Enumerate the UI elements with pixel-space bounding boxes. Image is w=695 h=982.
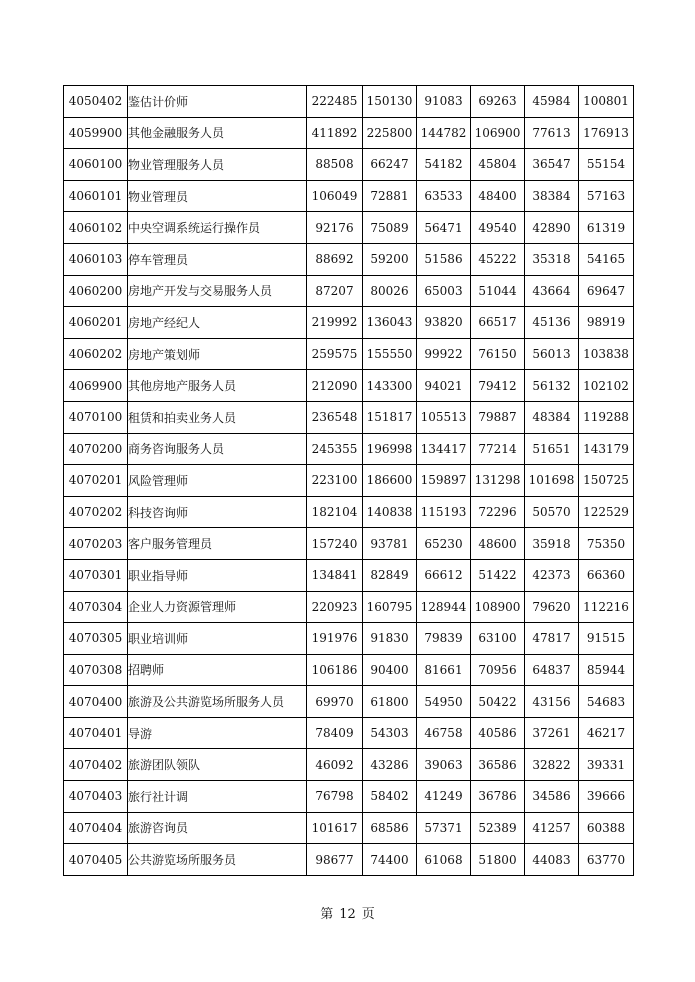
- wage-value-cell: 92176: [307, 212, 363, 244]
- wage-value-cell: 225800: [363, 117, 417, 149]
- wage-value-cell: 212090: [307, 370, 363, 402]
- occupation-name-cell: 商务咨询服务人员: [128, 433, 307, 465]
- occupation-name-cell: 物业管理服务人员: [128, 149, 307, 181]
- table-row: [64, 307, 634, 339]
- table-row: [64, 117, 634, 149]
- wage-value-cell: 65003: [417, 275, 471, 307]
- occupation-code-cell: 4070203: [64, 528, 128, 560]
- wage-value-cell: 32822: [525, 749, 579, 781]
- occupation-name-cell: 中央空调系统运行操作员: [128, 212, 307, 244]
- table-row: [64, 559, 634, 591]
- occupation-code-cell: 4070305: [64, 623, 128, 655]
- table-row: [64, 717, 634, 749]
- wage-value-cell: 79412: [471, 370, 525, 402]
- wage-value-cell: 75350: [579, 528, 634, 560]
- table-row: [64, 465, 634, 497]
- wage-value-cell: 46758: [417, 717, 471, 749]
- occupation-code-cell: 4070308: [64, 654, 128, 686]
- wage-value-cell: 48600: [471, 528, 525, 560]
- wage-value-cell: 55154: [579, 149, 634, 181]
- occupation-code-cell: 4070201: [64, 465, 128, 497]
- occupation-code-cell: 4050402: [64, 86, 128, 118]
- wage-value-cell: 259575: [307, 338, 363, 370]
- wage-value-cell: 49540: [471, 212, 525, 244]
- wage-value-cell: 87207: [307, 275, 363, 307]
- page-number: 12: [339, 907, 356, 922]
- wage-value-cell: 245355: [307, 433, 363, 465]
- table-row: [64, 781, 634, 813]
- wage-value-cell: 45136: [525, 307, 579, 339]
- wage-value-cell: 90400: [363, 654, 417, 686]
- wage-value-cell: 63533: [417, 180, 471, 212]
- occupation-code-cell: 4060101: [64, 180, 128, 212]
- wage-value-cell: 43286: [363, 749, 417, 781]
- wage-value-cell: 66247: [363, 149, 417, 181]
- occupation-code-cell: 4070405: [64, 844, 128, 876]
- wage-value-cell: 61068: [417, 844, 471, 876]
- wage-value-cell: 44083: [525, 844, 579, 876]
- occupation-code-cell: 4060201: [64, 307, 128, 339]
- wage-table: [63, 85, 634, 876]
- wage-value-cell: 48400: [471, 180, 525, 212]
- table-row: [64, 149, 634, 181]
- occupation-code-cell: 4060202: [64, 338, 128, 370]
- wage-value-cell: 186600: [363, 465, 417, 497]
- wage-value-cell: 51800: [471, 844, 525, 876]
- occupation-name-cell: 停车管理员: [128, 243, 307, 275]
- wage-value-cell: 48384: [525, 401, 579, 433]
- wage-value-cell: 69970: [307, 686, 363, 718]
- wage-value-cell: 50422: [471, 686, 525, 718]
- wage-value-cell: 102102: [579, 370, 634, 402]
- occupation-name-cell: 职业培训师: [128, 623, 307, 655]
- wage-value-cell: 59200: [363, 243, 417, 275]
- wage-value-cell: 91830: [363, 623, 417, 655]
- occupation-name-cell: 旅行社计调: [128, 781, 307, 813]
- occupation-name-cell: 招聘师: [128, 654, 307, 686]
- wage-value-cell: 69263: [471, 86, 525, 118]
- wage-table-body: [64, 86, 634, 876]
- wage-value-cell: 56013: [525, 338, 579, 370]
- wage-value-cell: 58402: [363, 781, 417, 813]
- occupation-code-cell: 4070304: [64, 591, 128, 623]
- wage-value-cell: 151817: [363, 401, 417, 433]
- occupation-code-cell: 4070200: [64, 433, 128, 465]
- wage-value-cell: 36586: [471, 749, 525, 781]
- occupation-code-cell: 4070301: [64, 559, 128, 591]
- occupation-code-cell: 4070402: [64, 749, 128, 781]
- wage-value-cell: 69647: [579, 275, 634, 307]
- wage-value-cell: 144782: [417, 117, 471, 149]
- wage-value-cell: 106900: [471, 117, 525, 149]
- wage-value-cell: 54683: [579, 686, 634, 718]
- occupation-code-cell: 4060103: [64, 243, 128, 275]
- table-row: [64, 844, 634, 876]
- wage-value-cell: 88692: [307, 243, 363, 275]
- wage-value-cell: 66612: [417, 559, 471, 591]
- wage-value-cell: 140838: [363, 496, 417, 528]
- wage-value-cell: 57163: [579, 180, 634, 212]
- wage-value-cell: 80026: [363, 275, 417, 307]
- wage-value-cell: 61800: [363, 686, 417, 718]
- wage-value-cell: 35918: [525, 528, 579, 560]
- wage-value-cell: 42890: [525, 212, 579, 244]
- wage-value-cell: 72296: [471, 496, 525, 528]
- wage-value-cell: 54303: [363, 717, 417, 749]
- table-row: [64, 212, 634, 244]
- table-row: [64, 623, 634, 655]
- wage-value-cell: 101698: [525, 465, 579, 497]
- occupation-name-cell: 客户服务管理员: [128, 528, 307, 560]
- wage-value-cell: 43156: [525, 686, 579, 718]
- table-row: [64, 86, 634, 118]
- wage-value-cell: 128944: [417, 591, 471, 623]
- wage-value-cell: 159897: [417, 465, 471, 497]
- wage-value-cell: 176913: [579, 117, 634, 149]
- occupation-name-cell: 其他房地产服务人员: [128, 370, 307, 402]
- wage-value-cell: 38384: [525, 180, 579, 212]
- wage-value-cell: 155550: [363, 338, 417, 370]
- occupation-name-cell: 旅游咨询员: [128, 812, 307, 844]
- occupation-name-cell: 房地产策划师: [128, 338, 307, 370]
- wage-value-cell: 39666: [579, 781, 634, 813]
- occupation-code-cell: 4060200: [64, 275, 128, 307]
- wage-value-cell: 160795: [363, 591, 417, 623]
- table-row: [64, 749, 634, 781]
- wage-value-cell: 61319: [579, 212, 634, 244]
- occupation-code-cell: 4060100: [64, 149, 128, 181]
- wage-value-cell: 51422: [471, 559, 525, 591]
- table-row: [64, 591, 634, 623]
- wage-value-cell: 51651: [525, 433, 579, 465]
- wage-value-cell: 41249: [417, 781, 471, 813]
- wage-value-cell: 64837: [525, 654, 579, 686]
- occupation-name-cell: 其他金融服务人员: [128, 117, 307, 149]
- wage-value-cell: 39331: [579, 749, 634, 781]
- occupation-name-cell: 物业管理员: [128, 180, 307, 212]
- wage-value-cell: 70956: [471, 654, 525, 686]
- wage-value-cell: 56132: [525, 370, 579, 402]
- wage-value-cell: 85944: [579, 654, 634, 686]
- occupation-code-cell: 4070400: [64, 686, 128, 718]
- table-row: [64, 180, 634, 212]
- wage-value-cell: 122529: [579, 496, 634, 528]
- wage-value-cell: 93820: [417, 307, 471, 339]
- wage-value-cell: 196998: [363, 433, 417, 465]
- wage-value-cell: 191976: [307, 623, 363, 655]
- wage-value-cell: 43664: [525, 275, 579, 307]
- occupation-code-cell: 4070403: [64, 781, 128, 813]
- wage-value-cell: 77214: [471, 433, 525, 465]
- wage-value-cell: 76150: [471, 338, 525, 370]
- wage-value-cell: 45222: [471, 243, 525, 275]
- wage-value-cell: 101617: [307, 812, 363, 844]
- wage-value-cell: 98677: [307, 844, 363, 876]
- wage-value-cell: 77613: [525, 117, 579, 149]
- wage-value-cell: 34586: [525, 781, 579, 813]
- wage-value-cell: 99922: [417, 338, 471, 370]
- table-row: [64, 528, 634, 560]
- wage-value-cell: 81661: [417, 654, 471, 686]
- wage-value-cell: 51586: [417, 243, 471, 275]
- wage-value-cell: 157240: [307, 528, 363, 560]
- occupation-name-cell: 房地产经纪人: [128, 307, 307, 339]
- wage-value-cell: 94021: [417, 370, 471, 402]
- wage-value-cell: 54182: [417, 149, 471, 181]
- occupation-code-cell: 4060102: [64, 212, 128, 244]
- page-label-prefix: 第: [320, 907, 334, 922]
- wage-value-cell: 115193: [417, 496, 471, 528]
- occupation-code-cell: 4059900: [64, 117, 128, 149]
- table-row: [64, 433, 634, 465]
- wage-value-cell: 79887: [471, 401, 525, 433]
- wage-value-cell: 143179: [579, 433, 634, 465]
- wage-value-cell: 74400: [363, 844, 417, 876]
- wage-value-cell: 131298: [471, 465, 525, 497]
- table-row: [64, 401, 634, 433]
- wage-value-cell: 106186: [307, 654, 363, 686]
- table-row: [64, 338, 634, 370]
- wage-value-cell: 112216: [579, 591, 634, 623]
- wage-value-cell: 220923: [307, 591, 363, 623]
- wage-value-cell: 45804: [471, 149, 525, 181]
- wage-value-cell: 45984: [525, 86, 579, 118]
- table-row: [64, 812, 634, 844]
- wage-value-cell: 63770: [579, 844, 634, 876]
- occupation-code-cell: 4069900: [64, 370, 128, 402]
- wage-value-cell: 66517: [471, 307, 525, 339]
- occupation-name-cell: 旅游及公共游览场所服务人员: [128, 686, 307, 718]
- wage-value-cell: 65230: [417, 528, 471, 560]
- wage-value-cell: 40586: [471, 717, 525, 749]
- wage-value-cell: 78409: [307, 717, 363, 749]
- wage-value-cell: 79620: [525, 591, 579, 623]
- wage-value-cell: 222485: [307, 86, 363, 118]
- wage-value-cell: 223100: [307, 465, 363, 497]
- wage-value-cell: 72881: [363, 180, 417, 212]
- page-label-suffix: 页: [361, 907, 375, 922]
- wage-value-cell: 106049: [307, 180, 363, 212]
- wage-value-cell: 150130: [363, 86, 417, 118]
- wage-value-cell: 411892: [307, 117, 363, 149]
- wage-value-cell: 36547: [525, 149, 579, 181]
- wage-value-cell: 68586: [363, 812, 417, 844]
- occupation-name-cell: 导游: [128, 717, 307, 749]
- table-row: [64, 370, 634, 402]
- occupation-code-cell: 4070404: [64, 812, 128, 844]
- wage-value-cell: 150725: [579, 465, 634, 497]
- occupation-name-cell: 鉴估计价师: [128, 86, 307, 118]
- wage-value-cell: 105513: [417, 401, 471, 433]
- occupation-name-cell: 职业指导师: [128, 559, 307, 591]
- wage-value-cell: 76798: [307, 781, 363, 813]
- wage-value-cell: 219992: [307, 307, 363, 339]
- wage-value-cell: 88508: [307, 149, 363, 181]
- wage-value-cell: 119288: [579, 401, 634, 433]
- wage-value-cell: 52389: [471, 812, 525, 844]
- occupation-code-cell: 4070401: [64, 717, 128, 749]
- wage-value-cell: 46092: [307, 749, 363, 781]
- wage-value-cell: 82849: [363, 559, 417, 591]
- wage-value-cell: 236548: [307, 401, 363, 433]
- wage-value-cell: 91083: [417, 86, 471, 118]
- wage-value-cell: 143300: [363, 370, 417, 402]
- occupation-name-cell: 租赁和拍卖业务人员: [128, 401, 307, 433]
- wage-value-cell: 108900: [471, 591, 525, 623]
- wage-value-cell: 37261: [525, 717, 579, 749]
- occupation-name-cell: 风险管理师: [128, 465, 307, 497]
- table-row: [64, 654, 634, 686]
- wage-value-cell: 54950: [417, 686, 471, 718]
- wage-value-cell: 54165: [579, 243, 634, 275]
- wage-value-cell: 134417: [417, 433, 471, 465]
- occupation-code-cell: 4070100: [64, 401, 128, 433]
- wage-value-cell: 93781: [363, 528, 417, 560]
- occupation-name-cell: 科技咨询师: [128, 496, 307, 528]
- wage-value-cell: 182104: [307, 496, 363, 528]
- wage-value-cell: 47817: [525, 623, 579, 655]
- wage-value-cell: 46217: [579, 717, 634, 749]
- wage-value-cell: 51044: [471, 275, 525, 307]
- occupation-name-cell: 公共游览场所服务员: [128, 844, 307, 876]
- wage-value-cell: 66360: [579, 559, 634, 591]
- wage-value-cell: 50570: [525, 496, 579, 528]
- wage-value-cell: 63100: [471, 623, 525, 655]
- table-row: [64, 496, 634, 528]
- wage-value-cell: 134841: [307, 559, 363, 591]
- wage-value-cell: 39063: [417, 749, 471, 781]
- wage-value-cell: 57371: [417, 812, 471, 844]
- table-row: [64, 243, 634, 275]
- wage-value-cell: 91515: [579, 623, 634, 655]
- wage-value-cell: 100801: [579, 86, 634, 118]
- table-row: [64, 275, 634, 307]
- occupation-name-cell: 房地产开发与交易服务人员: [128, 275, 307, 307]
- wage-value-cell: 42373: [525, 559, 579, 591]
- wage-value-cell: 136043: [363, 307, 417, 339]
- wage-value-cell: 98919: [579, 307, 634, 339]
- wage-value-cell: 41257: [525, 812, 579, 844]
- wage-value-cell: 56471: [417, 212, 471, 244]
- wage-value-cell: 60388: [579, 812, 634, 844]
- occupation-code-cell: 4070202: [64, 496, 128, 528]
- wage-value-cell: 35318: [525, 243, 579, 275]
- wage-value-cell: 75089: [363, 212, 417, 244]
- wage-value-cell: 103838: [579, 338, 634, 370]
- wage-value-cell: 79839: [417, 623, 471, 655]
- wage-value-cell: 36786: [471, 781, 525, 813]
- occupation-name-cell: 企业人力资源管理师: [128, 591, 307, 623]
- page-footer: [0, 903, 695, 922]
- table-row: [64, 686, 634, 718]
- occupation-name-cell: 旅游团队领队: [128, 749, 307, 781]
